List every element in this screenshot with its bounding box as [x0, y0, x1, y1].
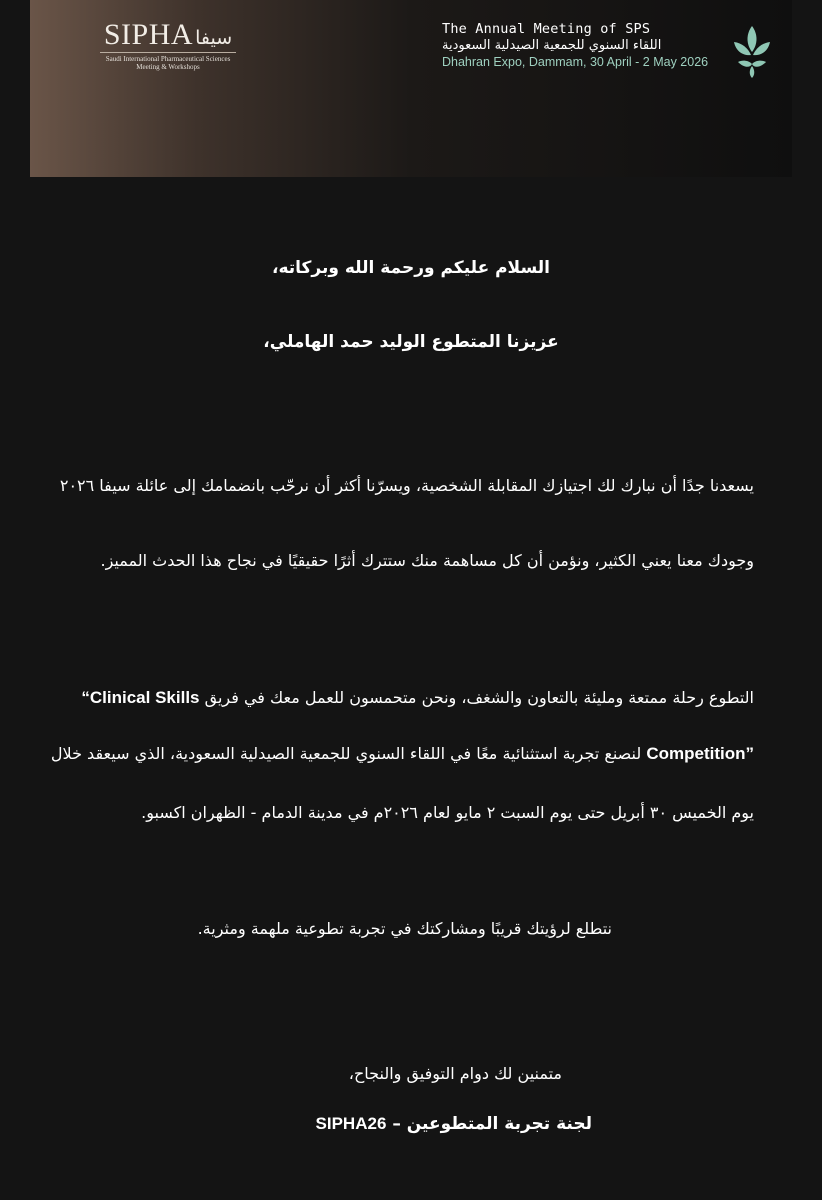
addressee: عزيزنا المتطوع الوليد حمد الهاملي،	[263, 332, 559, 352]
team-name-part-2: Competition”	[646, 744, 754, 763]
paragraph-2-line-2	[14, 744, 754, 764]
paragraph-3: نتطلع لرؤيتك قريبًا ومشاركتك في تجربة تطوعية ملهمة ومثرية.	[197, 919, 612, 938]
signature-arabic: لجنة تجربة المتطوعين –	[392, 1114, 592, 1134]
paragraph-2-line-1-arabic: التطوع رحلة ممتعة ومليئة بالتعاون والشغف، ونحن متحمسون للعمل معك في فريق	[204, 688, 754, 707]
signature	[72, 1114, 592, 1134]
event-date-location: Dhahran Expo, Dammam, 30 April - 2 May 2026	[442, 55, 709, 69]
paragraph-1-line-1: يسعدنا جدًا أن نبارك لك اجتيازك المقابلة الشخصية، ويسرّنا أكثر أن نرحّب بانضمامك إلى عائلة سيفا ٢٠٢٦	[59, 476, 754, 495]
paragraph-2-line-1	[14, 688, 754, 708]
team-name-part-1: “Clinical Skills	[81, 688, 200, 707]
logo-latin-text: SIPHA	[103, 18, 194, 51]
event-title: The Annual Meeting of SPS	[442, 21, 651, 37]
signature-latin: SIPHA26	[315, 1114, 387, 1133]
greeting: السلام عليكم ورحمة الله وبركاته،	[272, 258, 550, 278]
paragraph-1-line-2: وجودك معنا يعني الكثير، ونؤمن أن كل مساهمة منك ستترك أثرًا حقيقيًا في نجاح هذا الحدث المميز.	[100, 551, 754, 570]
logo-subtitle-1: Saudi International Pharmaceutical Sciences	[105, 55, 231, 63]
logo-arabic-text: سيفا	[195, 27, 233, 49]
letter-body	[30, 0, 792, 1200]
event-arabic-title: اللقاء السنوي للجمعية الصيدلية السعودية	[442, 38, 662, 53]
logo-subtitle-2: Meeting & Workshops	[136, 63, 200, 71]
paragraph-2-line-3: يوم الخميس ٣٠ أبريل حتى يوم السبت ٢ مايو لعام ٢٠٢٦م في مدينة الدمام - الظهران اكسبو.	[141, 803, 754, 822]
paragraph-2-line-2-arabic: لنصنع تجربة استثنائية معًا في اللقاء السنوي للجمعية الصيدلية السعودية، الذي سيعقد خلال	[50, 744, 642, 763]
closing-line: متمنين لك دوام التوفيق والنجاح،	[348, 1064, 562, 1083]
